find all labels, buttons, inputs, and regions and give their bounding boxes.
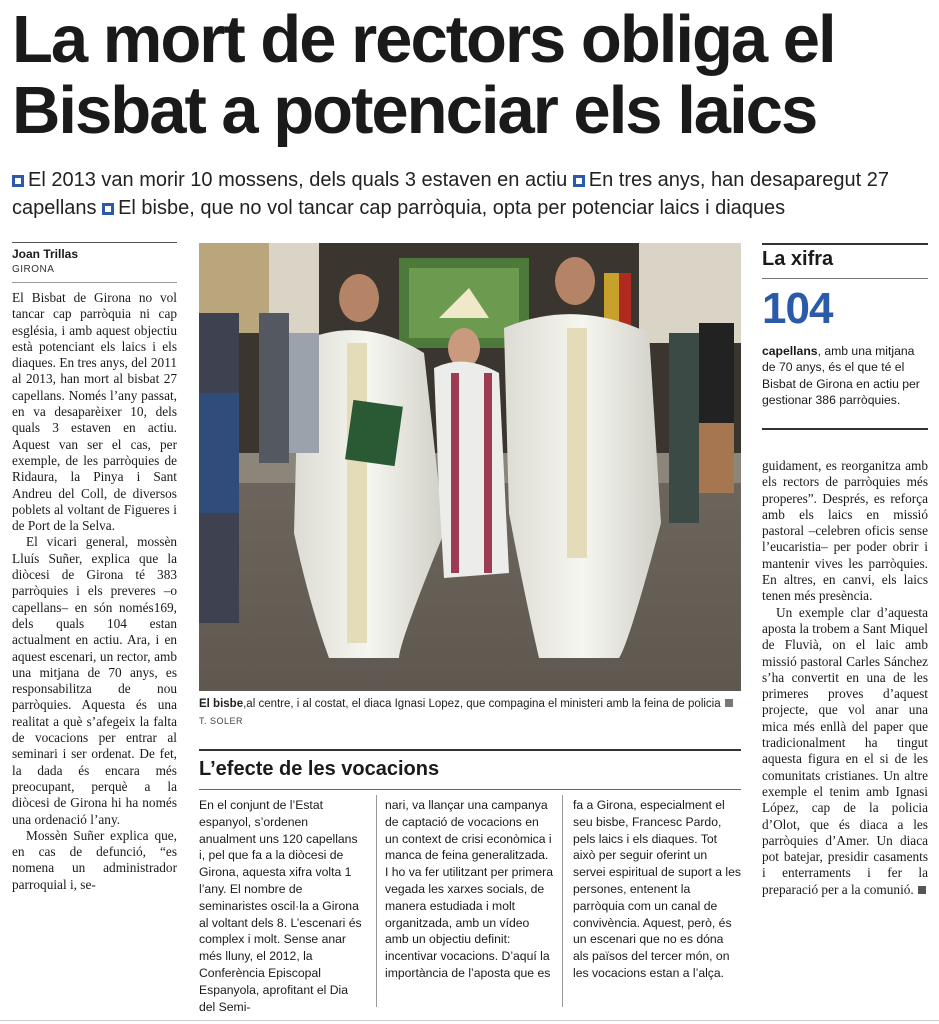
xifra-text [762, 343, 928, 408]
photo-credit: T. SOLER [199, 716, 244, 726]
xifra-text-bold: capellans [762, 344, 818, 358]
column-divider [562, 795, 563, 1007]
xifra-rule-bottom [762, 278, 928, 279]
xifra-title: La xifra [762, 248, 834, 270]
sidebar-box-title: L’efecte de les vocacions [199, 758, 440, 780]
article-paragraph: El vicari general, mossèn Lluís Suñer, explica que la diòcesi de Girona té 383 parròquies i els preveres –o capellans– en són només169, dels quals 104 estan actualment en actiu. Ara, i en aquest escenari, un rector, amb una mitjana de 70 anys, es responsabilitza de nou parròquies. Aquesta és una realitat a què s’afegeix la falta de vocacions per entrar al seminari i ser ordenat. De fet, la dada és encara més preocupant, perquè a la diòcesi de Girona hi ha només una ordenació l’any. [12, 534, 177, 827]
headline: La mort de rectors obliga el Bisbat a potenciar els laics [12, 2, 835, 148]
sidebar-box-rule [199, 749, 741, 751]
news-photo [199, 243, 741, 691]
end-square-icon [918, 886, 926, 894]
article-paragraph: El Bisbat de Girona no vol tancar cap parròquia ni cap església, i amb aquest objectiu està potenciant els laics i els diaques. En tres anys, del 2011 al 2013, han mort al bisbat 27 capellans. Només l’any passat, en va desaparèixer 10, dels quals 3 estaven en actiu. Aquest van ser el cas, per exemple, de les parròquies de Ridaura, la Pinya i Sant Andreu del Coll, de diversos poblets al voltant de Figueres i de Port de la Selva. [12, 290, 177, 534]
bullet-square-icon [102, 203, 114, 215]
sidebar-box-column-3: fa a Girona, especialment el seu bisbe, Francesc Pardo, pels laics i els diaques. Tot això per seguir oferint un servei espiritual de suport a les persones, entenent la parròquia com un canal de convivència. Aquest, però, és un escenari que no es dóna als països del tercer món, on les vocacions estan a l’alça. [573, 798, 742, 980]
article-paragraph: guidament, es reorganitza amb els rectors de parròquies més properes”. Després, es reforça amb els laics en missió pastoral –celebren oficis sense l’eucaristia– per poder obrir i mantenir vives les parròquies. En altres, en canvi, els laics tenen més presència. [762, 458, 928, 604]
byline-rule-bottom [12, 282, 177, 283]
procession-photo-illustration [199, 243, 741, 691]
xifra-rule [762, 243, 928, 245]
byline-location: GIRONA [12, 264, 55, 275]
article-paragraph [762, 605, 928, 898]
column-divider [376, 795, 377, 1007]
article-left-column [12, 290, 177, 893]
photo-caption [199, 696, 741, 730]
caption-lead: El bisbe [199, 698, 244, 710]
sidebar-box-column-2: nari, va llançar una campanya de captació de vocacions en un context de crisi econòmica i manca de feina generalitzada. I ho va fer utilitzant per primera vegada les xarxes socials, de manera estudiada i molt organitzada, amb un vídeo amb un objectiu definit: incentivar vocacions. D’aquí la importància de l’aposta que es [385, 798, 553, 980]
bullet-square-icon [12, 175, 24, 187]
xifra-rule-end [762, 428, 928, 430]
article-paragraph-text: Un exemple clar d’aquesta aposta la trobem a Sant Miquel de Fluvià, on el laic amb missió pastoral Carles Sánchez s’ha convertit en una de les primeres proves d’aquest projecte, que vol anar una mica més enllà del paper que tradicionalment ha tingut aquesta figura en el si de les comunitats cristianes. Un altre exemple el tenim amb Ignasi López, cap de la policia d’Olot, que és diaca a les parròquies d’Amer. Un diaca pot batejar, presidir casaments i enterraments i fer la preparació per a la comunió. [762, 604, 928, 897]
sidebar-box-column-1: En el conjunt de l’Estat espanyol, s’ordenen anualment uns 120 capellans i, pel que fa a la diòcesi de Girona, aquesta xifra volta 1 l’any. El nombre de seminaristes oscil·la a Girona al voltant dels 8. L’escenari és complex i molt. Sense anar més lluny, el 2012, la Conferència Episcopal Espanyola, aprofitant el Dia del Semi- [199, 798, 362, 1014]
xifra-number: 104 [762, 284, 833, 333]
subhead-bullet-3: El bisbe, que no vol tancar cap parròquia, opta per potenciar laics i diaques [118, 197, 786, 219]
subhead [12, 166, 927, 222]
byline-author: Joan Trillas [12, 247, 79, 261]
caption-text: ,al centre, i al costat, el diaca Ignasi Lopez, que compagina el ministeri amb la feina de policia [243, 698, 721, 710]
page-bottom-rule [0, 1020, 939, 1021]
byline-rule [12, 242, 177, 243]
article-right-column [762, 458, 928, 898]
sidebar-box-rule-bottom [199, 789, 741, 790]
bullet-square-icon [573, 175, 585, 187]
article-paragraph: Mossèn Suñer explica que, en cas de defunció, “es nomena un administrador parroquial i, se- [12, 827, 177, 892]
xifra-text-rest: , amb una mitjana de 70 anys, és el que té el Bisbat de Girona en actiu per gestionar 386 parròquies. [762, 344, 920, 407]
credit-square-icon [725, 699, 733, 707]
subhead-bullet-2: En tres anys, han desaparegut 27 capellans [12, 169, 889, 219]
subhead-bullet-1: El 2013 van morir 10 mossens, dels quals 3 estaven en actiu [28, 169, 568, 191]
